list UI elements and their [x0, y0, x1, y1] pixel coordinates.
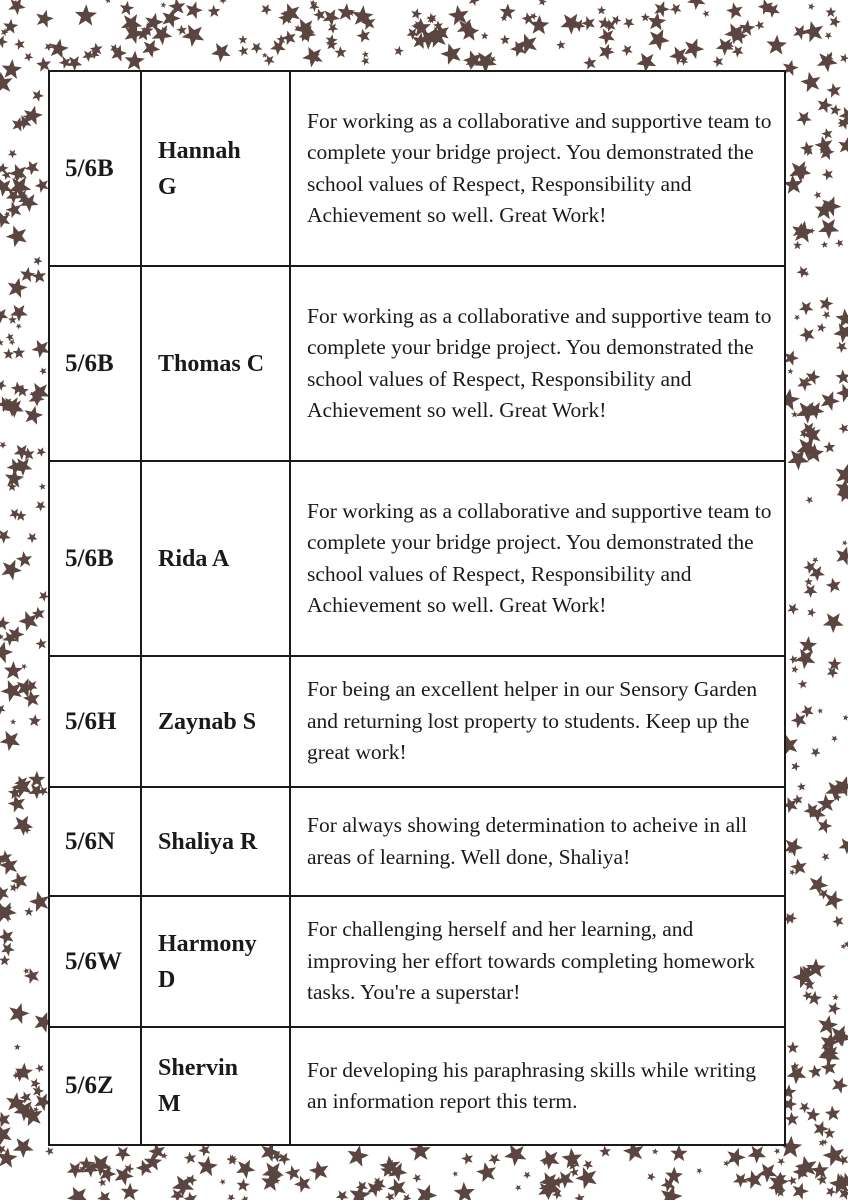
- award-row: [49, 266, 785, 461]
- star-icon: [0, 731, 20, 751]
- star-icon: [774, 1148, 780, 1155]
- star-icon: [115, 1147, 131, 1162]
- star-icon: [832, 916, 843, 928]
- star-icon: [0, 308, 8, 323]
- award-message: For developing his paraphrasing skills while writing an information report this term.: [290, 1027, 785, 1145]
- star-icon: [105, 0, 112, 3]
- award-message: For working as a collaborative and supportive team to complete your bridge project. You demonstrated the school values of Respect, Responsibility and Achievement so well. Great Work!: [290, 71, 785, 266]
- star-icon: [648, 29, 670, 51]
- star-icon: [5, 469, 24, 488]
- star-icon: [793, 241, 802, 250]
- star-icon: [8, 278, 28, 298]
- star-icon: [807, 608, 816, 617]
- star-icon: [788, 368, 794, 374]
- star-icon: [448, 5, 469, 25]
- star-icon: [823, 441, 835, 453]
- star-icon: [0, 1112, 10, 1128]
- class-cell: 5/6W: [49, 896, 141, 1027]
- star-icon: [219, 0, 227, 4]
- star-icon: [39, 367, 47, 375]
- star-icon: [182, 25, 205, 48]
- star-icon: [0, 339, 4, 346]
- star-icon: [385, 1192, 395, 1200]
- star-icon: [9, 339, 16, 345]
- award-row: [49, 787, 785, 896]
- star-icon: [4, 661, 23, 679]
- star-icon: [25, 406, 44, 425]
- class-cell: 5/6B: [49, 71, 141, 266]
- star-icon: [788, 1176, 797, 1186]
- star-icon: [766, 35, 787, 55]
- star-icon: [0, 616, 10, 630]
- star-icon: [394, 46, 404, 56]
- star-icon: [818, 219, 839, 239]
- star-icon: [120, 1, 134, 15]
- star-icon: [36, 10, 54, 28]
- star-icon: [814, 1121, 829, 1137]
- star-icon: [35, 501, 46, 511]
- star-icon: [842, 540, 848, 546]
- star-icon: [684, 38, 704, 59]
- star-icon: [125, 51, 145, 71]
- star-icon: [0, 641, 13, 663]
- star-icon: [817, 323, 827, 333]
- star-icon: [817, 708, 823, 714]
- star-icon: [799, 302, 814, 316]
- star-icon: [184, 1152, 196, 1164]
- star-icon: [36, 638, 47, 649]
- star-icon: [16, 551, 32, 567]
- award-row: [49, 896, 785, 1027]
- award-row: [49, 1027, 785, 1145]
- star-icon: [186, 1, 203, 19]
- star-icon: [59, 56, 71, 69]
- star-icon: [488, 1154, 500, 1166]
- star-icon: [670, 3, 682, 15]
- star-icon: [261, 4, 272, 15]
- star-icon: [556, 40, 565, 49]
- star-icon: [515, 1185, 522, 1192]
- star-icon: [176, 25, 187, 36]
- class-cell: 5/6Z: [49, 1027, 141, 1145]
- star-icon: [328, 23, 339, 34]
- star-icon: [641, 13, 650, 22]
- class-cell: 5/6B: [49, 266, 141, 461]
- star-icon: [323, 9, 340, 26]
- student-name: Harmony D: [141, 896, 290, 1027]
- star-icon: [25, 161, 40, 176]
- star-icon: [357, 29, 371, 43]
- awards-table: [48, 70, 786, 1146]
- star-icon: [826, 578, 841, 593]
- star-icon: [33, 1085, 45, 1097]
- star-icon: [796, 402, 819, 424]
- star-icon: [361, 57, 370, 66]
- star-icon: [621, 45, 633, 56]
- star-icon: [828, 1002, 841, 1015]
- star-icon: [278, 1153, 291, 1166]
- star-icon: [31, 340, 49, 358]
- star-icon: [44, 43, 53, 52]
- star-icon: [350, 1184, 371, 1200]
- star-icon: [2, 59, 22, 79]
- star-icon: [198, 1144, 210, 1156]
- award-message: For being an excellent helper in our Sensory Garden and returning lost property to students. Keep up the great work!: [290, 656, 785, 787]
- star-icon: [727, 1148, 745, 1167]
- star-icon: [237, 1178, 250, 1191]
- star-icon: [8, 150, 17, 159]
- star-icon: [417, 1185, 438, 1200]
- star-icon: [819, 1139, 826, 1147]
- star-icon: [35, 1064, 44, 1073]
- star-icon: [821, 391, 840, 411]
- star-icon: [822, 311, 831, 319]
- star-icon: [799, 327, 814, 343]
- star-icon: [523, 1172, 531, 1180]
- star-icon: [262, 52, 268, 58]
- star-icon: [0, 634, 4, 640]
- star-icon: [13, 1138, 34, 1158]
- star-icon: [36, 447, 46, 457]
- star-icon: [452, 1171, 458, 1177]
- star-icon: [835, 309, 848, 328]
- star-icon: [832, 1077, 848, 1094]
- star-icon: [208, 5, 221, 18]
- star-icon: [716, 38, 734, 55]
- star-icon: [794, 315, 800, 321]
- star-icon: [6, 226, 27, 248]
- star-icon: [362, 51, 369, 58]
- star-icon: [798, 679, 807, 688]
- star-icon: [35, 178, 49, 192]
- star-icon: [6, 333, 14, 342]
- class-cell: 5/6H: [49, 656, 141, 787]
- star-icon: [10, 719, 16, 725]
- star-icon: [787, 1041, 799, 1053]
- student-name: Hannah G: [141, 71, 290, 266]
- star-icon: [1, 560, 22, 581]
- star-icon: [814, 191, 822, 199]
- star-icon: [0, 530, 11, 544]
- star-icon: [748, 1146, 767, 1164]
- star-icon: [476, 1162, 496, 1182]
- star-icon: [97, 1191, 111, 1200]
- star-icon: [581, 16, 595, 30]
- star-icon: [744, 1170, 762, 1189]
- star-icon: [574, 1193, 584, 1200]
- star-icon: [784, 350, 799, 365]
- star-icon: [469, 0, 480, 6]
- star-icon: [840, 54, 848, 64]
- star-icon: [723, 1160, 730, 1167]
- star-icon: [839, 838, 848, 854]
- star-icon: [702, 10, 709, 17]
- star-icon: [49, 39, 69, 59]
- star-icon: [403, 1194, 412, 1200]
- star-icon: [454, 1182, 475, 1200]
- star-icon: [0, 442, 7, 449]
- star-icon: [13, 816, 33, 836]
- star-icon: [787, 603, 799, 615]
- star-icon: [836, 369, 848, 384]
- star-icon: [827, 83, 842, 98]
- star-icon: [806, 496, 814, 504]
- award-row: [49, 461, 785, 656]
- star-icon: [294, 1176, 311, 1193]
- star-icon: [821, 241, 828, 248]
- star-icon: [597, 6, 606, 15]
- star-icon: [412, 1174, 421, 1183]
- star-icon: [799, 1102, 810, 1113]
- star-icon: [500, 35, 510, 45]
- star-icon: [285, 1165, 300, 1180]
- star-icon: [27, 533, 38, 543]
- star-icon: [197, 1156, 217, 1176]
- star-icon: [219, 1179, 225, 1185]
- star-icon: [726, 2, 743, 19]
- star-icon: [819, 297, 833, 311]
- star-icon: [309, 1161, 329, 1181]
- star-icon: [241, 1195, 248, 1200]
- star-icon: [696, 1168, 702, 1174]
- award-row: [49, 71, 785, 266]
- star-icon: [802, 21, 823, 42]
- star-icon: [142, 40, 160, 58]
- star-icon: [804, 578, 813, 586]
- star-icon: [836, 384, 848, 403]
- star-icon: [785, 1112, 799, 1126]
- star-icon: [251, 43, 263, 54]
- star-icon: [793, 1183, 809, 1200]
- star-icon: [8, 315, 17, 324]
- award-message: For challenging herself and her learning, and improving her effort towards completing homework tasks. You're a superstar!: [290, 896, 785, 1027]
- star-icon: [670, 1145, 687, 1162]
- star-icon: [713, 56, 724, 67]
- star-icon: [836, 342, 848, 353]
- star-icon: [777, 1158, 785, 1166]
- star-icon: [32, 90, 44, 102]
- star-icon: [24, 53, 33, 62]
- star-icon: [1, 943, 15, 957]
- star-icon: [818, 97, 833, 113]
- star-icon: [795, 649, 816, 670]
- star-icon: [808, 3, 815, 10]
- star-icon: [825, 1106, 841, 1121]
- star-icon: [583, 56, 596, 69]
- star-icon: [789, 869, 795, 875]
- star-icon: [162, 9, 180, 28]
- star-icon: [835, 239, 843, 247]
- star-icon: [808, 1065, 822, 1079]
- star-icon: [784, 838, 803, 857]
- star-icon: [0, 929, 14, 946]
- student-name: Rida A: [141, 461, 290, 656]
- star-icon: [575, 1167, 596, 1189]
- star-icon: [0, 955, 10, 966]
- star-icon: [838, 423, 848, 434]
- star-icon: [14, 39, 25, 50]
- star-icon: [836, 547, 848, 566]
- star-icon: [812, 557, 819, 563]
- award-message: For always showing determination to acheive in all areas of learning. Well done, Shaliya!: [290, 787, 785, 896]
- star-icon: [23, 968, 29, 975]
- star-icon: [8, 0, 25, 15]
- star-icon: [33, 256, 42, 265]
- star-icon: [336, 1190, 349, 1200]
- star-icon: [45, 1147, 54, 1156]
- student-name: Shaliya R: [141, 787, 290, 896]
- star-icon: [282, 31, 296, 46]
- star-icon: [75, 4, 97, 25]
- class-cell: 5/6B: [49, 461, 141, 656]
- star-icon: [29, 891, 49, 912]
- star-icon: [811, 748, 821, 758]
- star-icon: [227, 1194, 235, 1200]
- star-icon: [797, 782, 806, 791]
- star-icon: [0, 163, 8, 174]
- star-icon: [822, 169, 833, 181]
- star-icon: [687, 0, 705, 10]
- star-icon: [821, 853, 829, 861]
- star-icon: [39, 483, 46, 490]
- star-icon: [791, 666, 798, 674]
- star-icon: [0, 886, 9, 901]
- star-icon: [32, 269, 47, 283]
- star-icon: [9, 1003, 29, 1024]
- star-icon: [826, 1187, 836, 1198]
- star-icon: [733, 1173, 748, 1188]
- star-icon: [411, 8, 422, 19]
- star-icon: [504, 1144, 526, 1166]
- student-name: Zaynab S: [141, 656, 290, 787]
- star-icon: [806, 1108, 820, 1122]
- star-icon: [843, 714, 848, 720]
- star-icon: [807, 991, 822, 1006]
- star-icon: [538, 0, 547, 6]
- star-icon: [825, 7, 836, 17]
- star-icon: [161, 2, 167, 8]
- star-icon: [732, 46, 744, 58]
- star-icon: [825, 890, 844, 910]
- star-icon: [823, 1144, 844, 1166]
- star-icon: [0, 380, 7, 391]
- star-icon: [623, 18, 634, 29]
- star-icon: [98, 1178, 106, 1187]
- star-icon: [0, 1124, 12, 1145]
- star-icon: [481, 32, 489, 40]
- award-message: For working as a collaborative and supportive team to complete your bridge project. You demonstrated the school values of Respect, Responsibility and Achievement so well. Great Work!: [290, 266, 785, 461]
- star-icon: [791, 712, 806, 728]
- star-icon: [28, 771, 45, 787]
- star-icon: [800, 141, 814, 155]
- star-icon: [838, 137, 848, 154]
- star-icon: [599, 1146, 611, 1158]
- class-cell: 5/6N: [49, 787, 141, 896]
- star-icon: [348, 1145, 369, 1167]
- star-icon: [800, 72, 820, 93]
- star-icon: [238, 46, 248, 57]
- star-icon: [238, 35, 247, 44]
- star-icon: [500, 4, 516, 20]
- star-icon: [3, 348, 14, 359]
- star-icon: [14, 1044, 21, 1050]
- star-icon: [121, 1183, 139, 1200]
- star-icon: [825, 32, 833, 39]
- star-icon: [832, 994, 839, 1001]
- star-icon: [791, 411, 798, 418]
- student-name: Shervin M: [141, 1027, 290, 1145]
- star-icon: [830, 104, 841, 115]
- star-icon: [461, 1153, 473, 1165]
- star-icon: [8, 795, 25, 813]
- star-icon: [647, 1173, 656, 1182]
- star-icon: [831, 736, 838, 743]
- star-icon: [13, 346, 26, 358]
- star-icon: [16, 324, 22, 330]
- star-icon: [0, 704, 6, 714]
- star-icon: [211, 43, 231, 62]
- star-icon: [598, 29, 615, 46]
- award-row: [49, 656, 785, 787]
- star-icon: [20, 267, 35, 282]
- star-icon: [823, 613, 844, 633]
- award-message: For working as a collaborative and supportive team to complete your bridge project. You demonstrated the school values of Respect, Responsibility and Achievement so well. Great Work!: [290, 461, 785, 656]
- student-name: Thomas C: [141, 266, 290, 461]
- star-icon: [791, 762, 800, 771]
- star-icon: [652, 1148, 659, 1155]
- star-icon: [755, 21, 764, 31]
- star-icon: [804, 585, 818, 598]
- star-icon: [540, 1150, 560, 1170]
- star-icon: [440, 43, 461, 64]
- star-icon: [334, 46, 346, 58]
- star-icon: [184, 1192, 198, 1200]
- star-icon: [830, 16, 841, 28]
- star-icon: [24, 907, 33, 916]
- star-icon: [338, 3, 356, 20]
- star-icon: [818, 818, 833, 833]
- star-icon: [0, 35, 8, 48]
